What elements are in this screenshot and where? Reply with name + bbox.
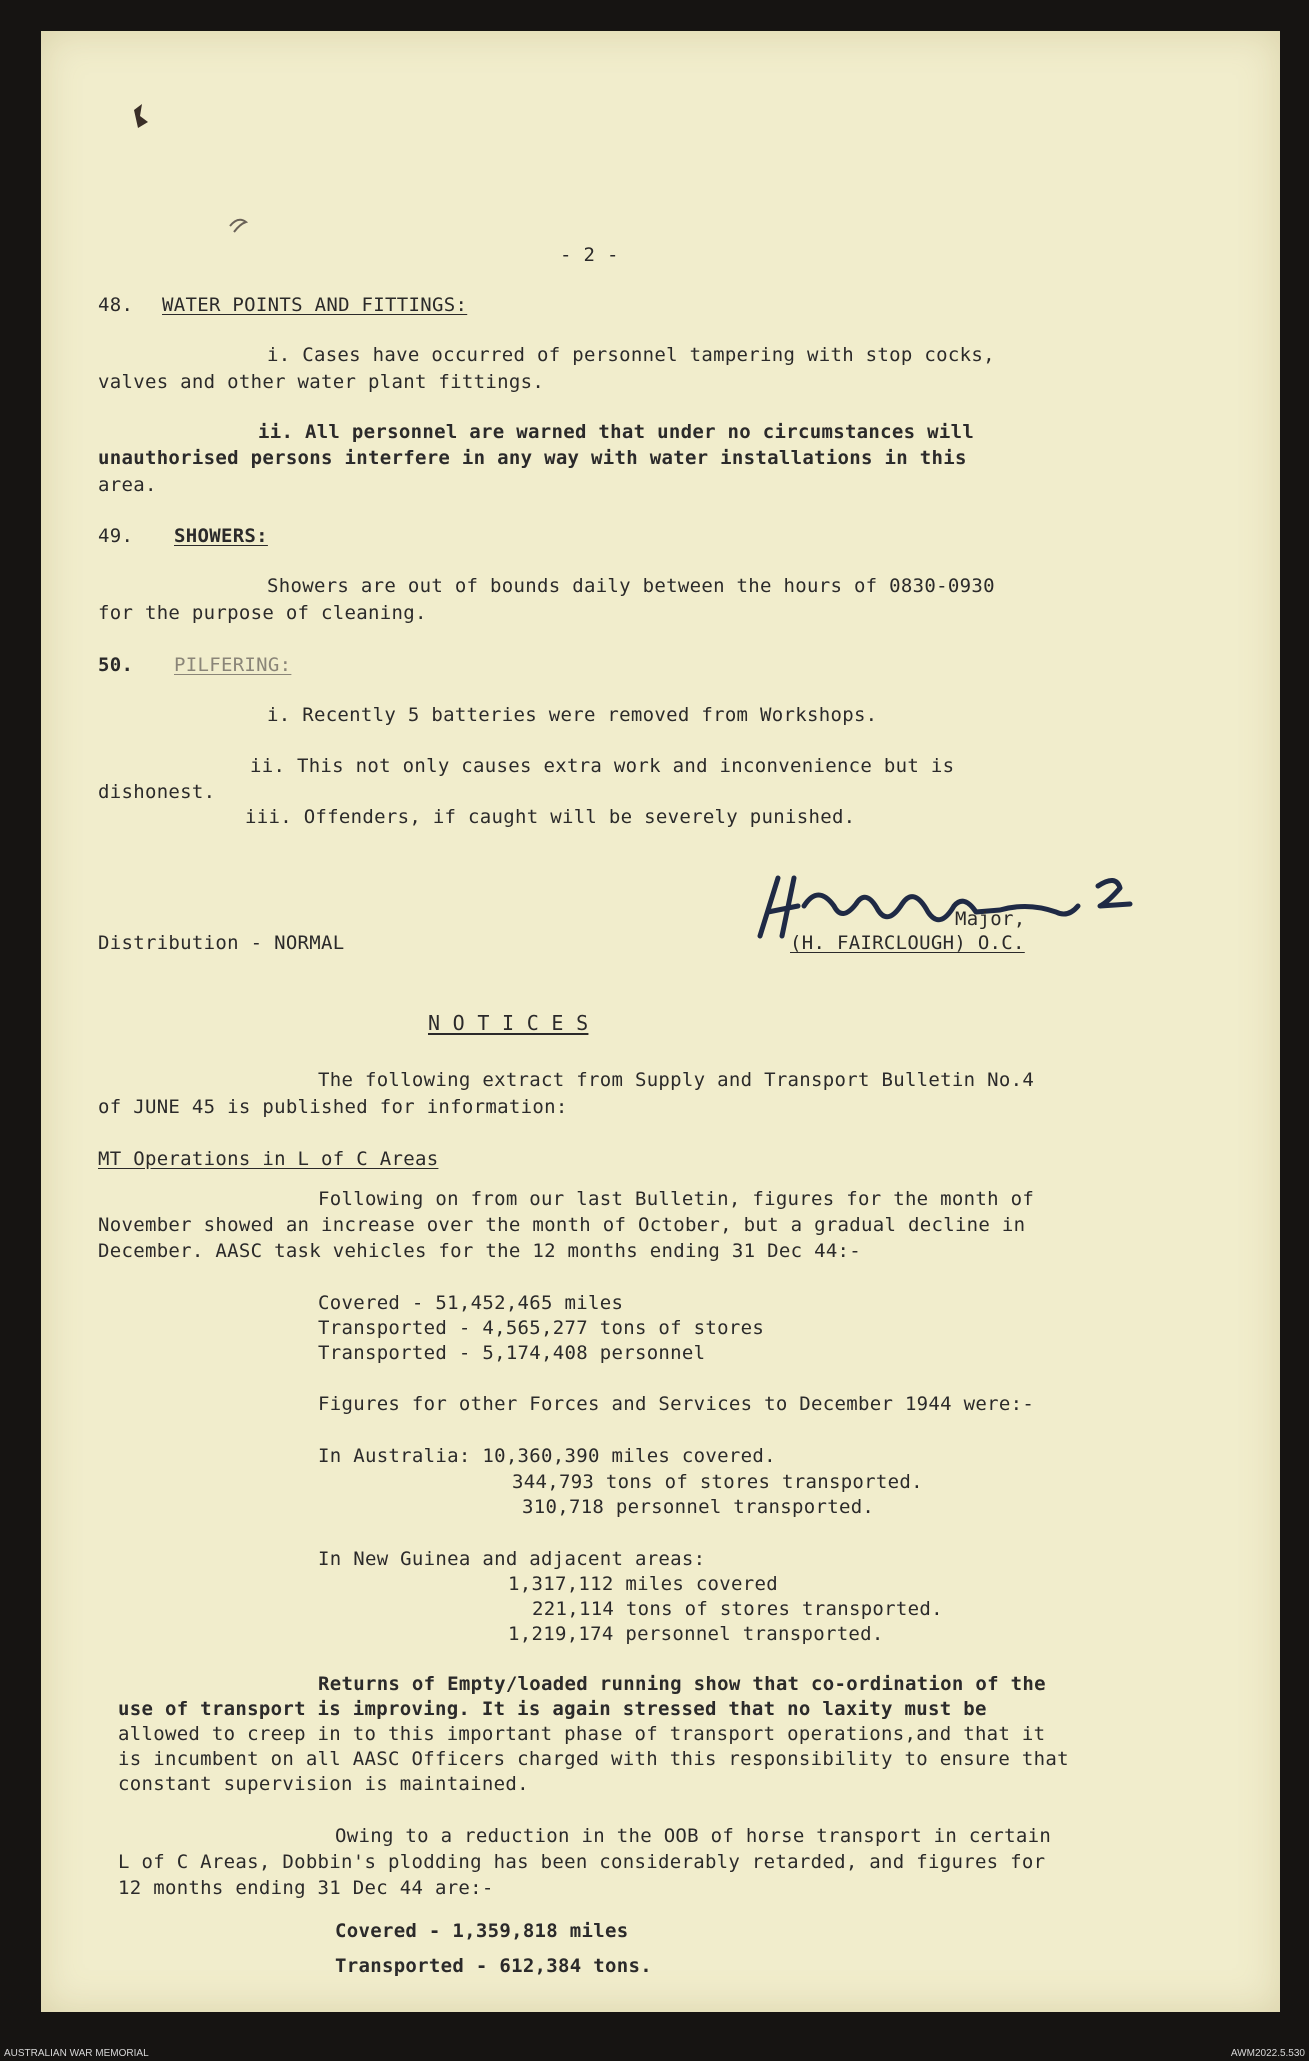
text-line: November showed an increase over the month of October, but a gradual decline in [98, 1214, 1026, 1236]
text-line: Owing to a reduction in the OOB of horse transport in certain [335, 1825, 1052, 1847]
section-title: SHOWERS: [174, 525, 268, 547]
signature-rank: Major, [955, 908, 1026, 930]
figure-line: Covered - 1,359,818 miles [335, 1920, 629, 1942]
page-number: - 2 - [560, 244, 619, 266]
section-title: PILFERING: [174, 654, 292, 676]
text-line: valves and other water plant fittings. [98, 371, 545, 393]
text-line: for the purpose of cleaning. [98, 602, 427, 624]
text-line: L of C Areas, Dobbin's plodding has been considerably retarded, and figures for [118, 1851, 1046, 1873]
figure-line: Transported - 4,565,277 tons of stores [318, 1317, 765, 1339]
text-line: dishonest. [98, 781, 216, 803]
text-line: Showers are out of bounds daily between the hours of 0830-0930 [267, 575, 995, 597]
section-title: WATER POINTS AND FITTINGS: [162, 294, 468, 316]
notices-heading: N O T I C E S [428, 1011, 589, 1035]
figure-line: 1,317,112 miles covered [508, 1573, 778, 1595]
signature-name: (H. FAIRCLOUGH) O.C. [790, 932, 1025, 954]
text-line: Figures for other Forces and Services to December 1944 were:- [318, 1393, 1035, 1415]
text-line: The following extract from Supply and Transport Bulletin No.4 [318, 1069, 1035, 1091]
figure-line: 310,718 personnel transported. [522, 1496, 875, 1518]
text-line: December. AASC task vehicles for the 12 months ending 31 Dec 44:- [98, 1240, 862, 1262]
text-line: ii. All personnel are warned that under no circumstances will [258, 421, 975, 443]
text-line: use of transport is improving. It is again stressed that no laxity must be [118, 1698, 987, 1720]
figure-line: 344,793 tons of stores transported. [512, 1471, 923, 1493]
distribution-line: Distribution - NORMAL [98, 932, 345, 954]
ink-mark [226, 212, 256, 236]
text-line: is incumbent on all AASC Officers charged with this responsibility to ensure that [118, 1748, 1069, 1770]
ink-mark [128, 100, 154, 136]
text-line: ii. This not only causes extra work and inconvenience but is [250, 755, 955, 777]
text-line: unauthorised persons interfere in any way with water installations in this [98, 447, 967, 469]
section-number: 50. [98, 654, 134, 676]
text-line: i. Cases have occurred of personnel tampering with stop cocks, [267, 344, 995, 366]
figure-line: 221,114 tons of stores transported. [532, 1598, 943, 1620]
text-line: 12 months ending 31 Dec 44 are:- [118, 1877, 494, 1899]
footer-left: AUSTRALIAN WAR MEMORIAL [4, 2048, 149, 2059]
notices-subheading: MT Operations in L of C Areas [98, 1148, 439, 1170]
text-line: iii. Offenders, if caught will be severely punished. [245, 806, 856, 828]
footer-right: AWM2022.5.530 [1230, 2048, 1305, 2059]
text-line: area. [98, 474, 157, 496]
text-line: i. Recently 5 batteries were removed from Workshops. [267, 704, 878, 726]
text-line: constant supervision is maintained. [118, 1773, 529, 1795]
text-line: of JUNE 45 is published for information: [98, 1096, 568, 1118]
figure-line: 1,219,174 personnel transported. [508, 1623, 884, 1645]
text-line: Returns of Empty/loaded running show that co-ordination of the [318, 1673, 1046, 1695]
figure-line: Transported - 5,174,408 personnel [318, 1342, 706, 1364]
figure-line: In New Guinea and adjacent areas: [318, 1548, 706, 1570]
figure-line: In Australia: 10,360,390 miles covered. [318, 1445, 776, 1467]
section-number: 48. [98, 294, 134, 316]
figure-line: Covered - 51,452,465 miles [318, 1292, 624, 1314]
text-line: allowed to creep in to this important phase of transport operations,and that it [118, 1723, 1046, 1745]
text-line: Following on from our last Bulletin, figures for the month of [318, 1188, 1035, 1210]
section-number: 49. [98, 525, 134, 547]
figure-line: Transported - 612,384 tons. [335, 1955, 652, 1977]
